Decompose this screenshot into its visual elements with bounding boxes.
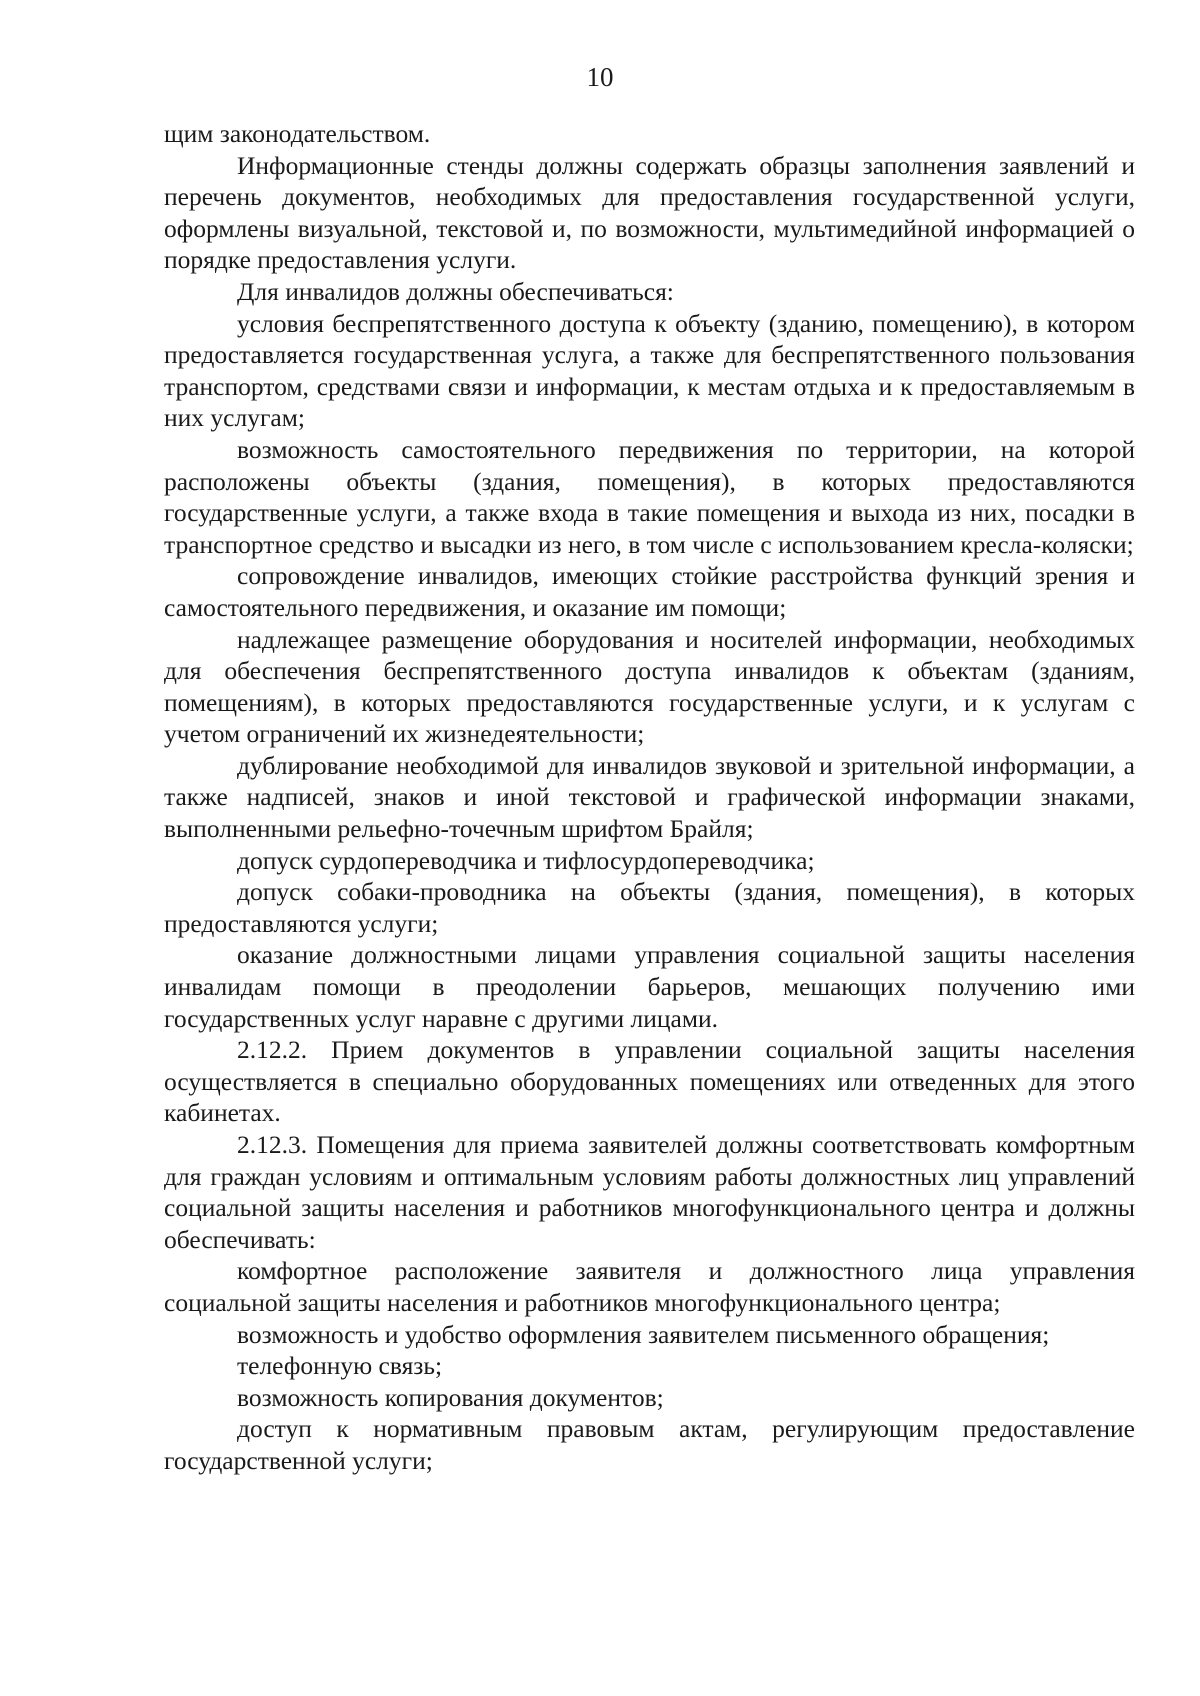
paragraph: допуск собаки-проводника на объекты (здания, помещения), в которых предоставляются услуги; [164,877,1135,938]
paragraph: 2.12.2. Прием документов в управлении социальной защиты населения осуществляется в специально оборудованных помещениях или отведенных для этого кабинетах. [164,1035,1135,1128]
paragraph: 2.12.3. Помещения для приема заявителей должны соответствовать комфортным для граждан условиям и оптимальным условиям работы должностных лиц управлений социальной защиты населения и работников многофункционального центра и должны обеспечивать: [164,1130,1135,1254]
paragraph: дублирование необходимой для инвалидов звуковой и зрительной информации, а также надписей, знаков и иной текстовой и графической информации знаками, выполненными рельефно-точечным шрифтом Брайля; [164,750,1135,844]
paragraph: возможность копирования документов; [237,1382,664,1412]
paragraph: Для инвалидов должны обеспечиваться: [237,276,674,306]
paragraph: условия беспрепятственного доступа к объекту (зданию, помещению), в котором предоставляется государственная услуга, а также для беспрепятственного пользования транспортом, средствами связи и информации, к местам отдыха и к предоставляемым в них услугам; [164,308,1135,433]
page-number: 10 [586,62,614,92]
paragraph: сопровождение инвалидов, имеющих стойкие расстройства функций зрения и самостоятельного передвижения, и оказание им помощи; [164,561,1135,622]
paragraph: оказание должностными лицами управления социальной защиты населения инвалидам помощи в преодолении барьеров, мешающих получению ими государственных услуг наравне с другими лицами. [164,940,1135,1033]
paragraph: надлежащее размещение оборудования и носителей информации, необходимых для обеспечения беспрепятственного доступа инвалидов к объектам (зданиям, помещениям), в которых предоставляются государственные услуги, и к услугам с учетом ограничений их жизнедеятельности; [164,624,1135,749]
paragraph: возможность самостоятельного передвижения по территории, на которой расположены объекты (здания, помещения), в которых предоставляются государственные услуги, а также входа в такие помещения и выхода из них, посадки в транспортное средство и высадки из него, в том числе с использованием кресла-коляски; [164,434,1135,559]
paragraph: Информационные стенды должны содержать образцы заполнения заявлений и перечень документов, необходимых для предоставления государственной услуги, оформлены визуальной, текстовой и, по возможности, мультимедийной информацией о порядке предоставления услуги. [164,150,1135,275]
paragraph: щим законодательством. [164,119,431,148]
paragraph: возможность и удобство оформления заявителем письменного обращения; [237,1319,1050,1349]
document-body [164,118,1135,1477]
paragraph: допуск сурдопереводчика и тифлосурдопереводчика; [237,845,815,875]
paragraph: комфортное расположение заявителя и должностного лица управления социальной защиты населения и работников многофункционального центра; [164,1256,1135,1317]
paragraph: доступ к нормативным правовым актам, регулирующим предоставление государственной услуги; [164,1414,1135,1475]
paragraph: телефонную связь; [237,1351,443,1381]
